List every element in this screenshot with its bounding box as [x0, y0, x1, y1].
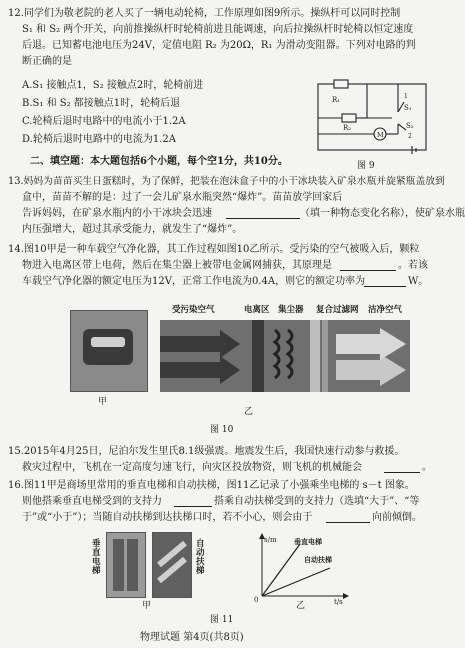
fig11-caption: 图 11: [210, 615, 234, 625]
label-r1: R₁: [332, 96, 341, 104]
fig10-yi-caption: 乙: [244, 407, 254, 417]
q12-line1: 12.同学们为敬老院的老人买了一辆电动轮椅，工作原理如图9所示。操纵杆可以同时控制: [8, 8, 401, 19]
q12-option-a: A.S₁ 接触点1，S₂ 接触点2时，轮椅前进: [22, 80, 204, 91]
page-footer: 物理试题 第4页(共8页): [140, 632, 244, 643]
q15-line2b: 。: [422, 462, 432, 473]
q16-answer-blank-2[interactable]: [326, 522, 370, 523]
label-point2: 2: [408, 133, 412, 140]
q13-answer-blank[interactable]: [226, 218, 300, 219]
label-ionization-zone: 电离区: [244, 305, 270, 315]
fig11-jia-caption: 甲: [142, 601, 152, 611]
q12-option-c: C.轮椅后退时电路中的电流小于1.2A: [22, 116, 186, 127]
label-point1: 1: [404, 93, 408, 100]
fig10-caption: 图 10: [210, 425, 234, 435]
q16-line3: 于”或“小于”）；当随自动扶梯到达扶梯口时，若不小心，则会由于: [22, 512, 313, 523]
q13-line4: 内压强增大，超过其承受能力，就发生了“爆炸”。: [22, 224, 243, 235]
section-header-fill-in: 二、填空题：本大题包括6个小题，每个空1分，共10分。: [30, 156, 288, 167]
label-dirty-air: 受污染空气: [172, 305, 215, 315]
q12-option-b: B.S₁ 和 S₂ 都接触点1时，轮椅后退: [22, 98, 181, 109]
label-escalator: 自动扶梯: [196, 539, 205, 576]
label-s2: S₂: [406, 122, 414, 130]
label-dust-collector: 集尘器: [278, 305, 304, 315]
s-t-graph: [250, 532, 350, 604]
escalator-photo: [152, 532, 192, 598]
t-axis-label: t/s: [334, 598, 343, 606]
q13-line2: 盒中，苗苗不解的是：过了一会儿矿泉水瓶突然“爆炸”。苗苗放学回家后: [22, 192, 343, 203]
label-clean-air: 洁净空气: [368, 305, 403, 315]
q14-line2b: 。若该: [398, 260, 428, 271]
q14-answer-blank-1[interactable]: [340, 270, 396, 271]
origin-label: 0: [254, 596, 259, 604]
q12-line3: 后退。已知蓄电池电压为24V，定值电阻 R₂ 为20Ω，R₁ 为滑动变阻器。下列对电路的判: [22, 40, 416, 51]
label-vertical-elevator: 垂直电梯: [92, 539, 101, 576]
q12-line4: 断正确的是: [22, 56, 72, 67]
label-s1: S₁: [404, 104, 412, 112]
fig11-yi-caption: 乙: [296, 601, 306, 611]
q13-line3: 告诉妈妈，在矿泉水瓶内的小干冰块会迅速: [22, 208, 212, 219]
q16-line3b: 向前倾倒。: [372, 512, 422, 523]
q14-line1: 14.图10甲是一种车载空气净化器，其工作过程如图10乙所示。受污染的空气被吸入后，颗粒: [8, 244, 420, 255]
q12-line2: S₁ 和 S₂ 两个开关，向前推操纵杆时轮椅前进且能调速，向后拉操纵杆时轮椅以恒定速度: [22, 24, 414, 35]
q12-option-d: D.轮椅后退时电路中的电流为1.2A: [22, 134, 176, 145]
car-purifier-photo: [70, 310, 148, 392]
s-axis-label: s/m: [264, 536, 277, 544]
q16-line2b: 搭乘自动扶梯受到的支持力（选填“大于”、“等: [214, 496, 420, 507]
q13-line3b: （填一种物态变化名称），使矿泉水瓶: [300, 208, 465, 219]
q14-line2: 物进入电离区带上电荷，然后在集尘器上被带电金属网捕获，其原理是: [22, 260, 332, 271]
q15-line2: 救灾过程中，飞机在一定高度匀速飞行，向灾区投放物资，则飞机的机械能会: [22, 462, 362, 473]
q16-line1: 16.图11甲是商场里常用的垂直电梯和自动扶梯，图11乙记录了小强乘坐电梯的 s－t 图象。: [8, 480, 415, 491]
air-purifier-flow-diagram: [160, 306, 410, 400]
q16-line2: 则他搭乘垂直电梯受到的支持力: [22, 496, 162, 507]
vertical-elevator-photo: [106, 532, 146, 598]
graph-label-vertical: 垂直电梯: [294, 537, 322, 546]
q14-line3b: W。: [408, 276, 429, 287]
label-r2: R₂: [343, 124, 352, 132]
q15-answer-blank[interactable]: [384, 472, 420, 473]
q15-line1: 15.2015年4月25日，尼泊尔发生里氏8.1级强震。地震发生后，我国快速行动参与救援。: [8, 446, 405, 457]
fig9-caption: 图 9: [357, 161, 375, 171]
q14-answer-blank-2[interactable]: [364, 286, 406, 287]
q14-line3: 车载空气净化器的额定电压为12V，正常工作电流为0.4A，则它的额定功率为: [22, 276, 366, 287]
label-composite-filter: 复合过滤网: [316, 305, 359, 315]
label-motor: M: [377, 131, 384, 139]
q13-line1: 13.妈妈为苗苗买生日蛋糕时，为了保鲜，把装在泡沫盒子中的小干冰块装入矿泉水瓶并旋紧瓶盖放到: [8, 176, 445, 187]
circuit-diagram: [312, 78, 432, 156]
graph-label-escalator: 自动扶梯: [304, 555, 332, 564]
fig10-jia-caption: 甲: [98, 397, 108, 407]
q16-answer-blank-1[interactable]: [174, 506, 212, 507]
